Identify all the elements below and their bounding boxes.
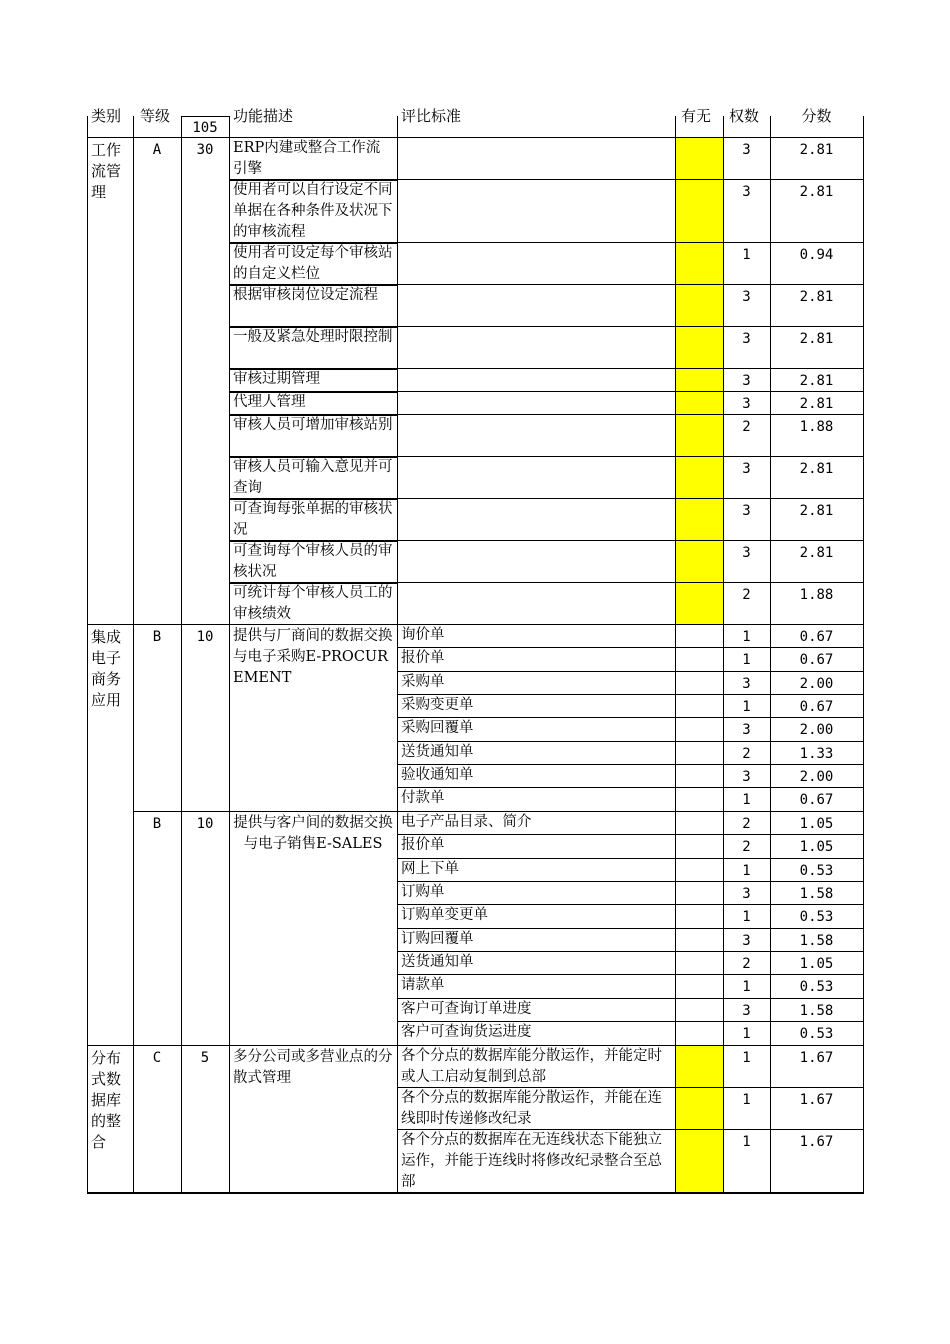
score-value: 2.81 (799, 461, 834, 477)
total-score-box (181, 116, 230, 117)
score-value: 1.88 (799, 419, 834, 435)
weight-value: 1 (742, 1050, 751, 1066)
score-value: 1.58 (799, 1003, 834, 1019)
score-value: 0.67 (799, 699, 834, 715)
score-value: 1.58 (799, 886, 834, 902)
has-column-highlight (676, 1046, 723, 1192)
column-divider (397, 137, 398, 1193)
score-value: 2.00 (799, 769, 834, 785)
header-divider (397, 116, 398, 138)
criteria-text: 订购回覆单 (401, 931, 474, 947)
header-criteria: 评比标准 (401, 107, 462, 125)
weight-value: 1 (742, 1026, 751, 1042)
function-description: 可查询每张单据的审核状况 (233, 501, 393, 538)
weight-value: 1 (742, 863, 751, 879)
weight-value: 1 (742, 699, 751, 715)
weight-value: 3 (742, 676, 751, 692)
weight-value: 3 (742, 545, 751, 561)
weight-value: 1 (742, 909, 751, 925)
score-value: 0.94 (799, 247, 834, 263)
criteria-text: 采购单 (401, 674, 445, 690)
criteria-text: 客户可查询货运进度 (401, 1024, 532, 1040)
header-divider (229, 116, 230, 138)
weight-value: 3 (742, 289, 751, 305)
criteria-text: 采购变更单 (401, 697, 474, 713)
level-value: C (152, 1050, 162, 1066)
header-function: 功能描述 (233, 107, 294, 125)
row-divider (397, 717, 864, 718)
weight-value: 3 (742, 933, 751, 949)
column-divider (229, 137, 230, 1193)
criteria-text: 报价单 (401, 837, 445, 853)
row-divider (397, 671, 864, 672)
row-divider (397, 1087, 864, 1088)
row-divider (397, 764, 864, 765)
score-value: 1.67 (799, 1092, 834, 1108)
section-divider (133, 811, 864, 812)
function-description: 多分公司或多营业点的分散式管理 (233, 1049, 393, 1086)
function-description: 可统计每个审核人员工的审核绩效 (233, 585, 393, 622)
criteria-text: 各个分点的数据库能分散运作，并能在连线即时传递修改纪录 (401, 1090, 662, 1127)
criteria-text: 各个分点的数据库能分散运作，并能定时或人工启动复制到总部 (401, 1048, 662, 1085)
row-divider (229, 243, 398, 244)
column-divider (863, 137, 864, 1193)
criteria-text: 电子产品目录、简介 (401, 814, 532, 830)
row-divider (229, 392, 398, 393)
level-value: B (152, 629, 162, 645)
row-divider (397, 741, 864, 742)
function-description: ERP内建或整合工作流引擎 (233, 140, 381, 177)
row-divider (229, 327, 398, 328)
table-bottom-border (87, 1193, 864, 1194)
weight-value: 2 (742, 839, 751, 855)
weight-value: 3 (742, 1003, 751, 1019)
function-description: 提供与厂商间的数据交换与电子采购E-PROCUREMENT (233, 628, 393, 686)
score-value: 2.81 (799, 184, 834, 200)
score-value: 1.05 (799, 956, 834, 972)
level-value: A (152, 142, 162, 158)
row-divider (397, 998, 864, 999)
row-divider (397, 834, 864, 835)
criteria-text: 采购回覆单 (401, 720, 474, 736)
score-value: 1.58 (799, 933, 834, 949)
function-description: 使用者可设定每个审核站的自定义栏位 (233, 245, 393, 282)
weight-value: 3 (742, 769, 751, 785)
weight-value: 3 (742, 503, 751, 519)
criteria-text: 网上下单 (401, 861, 459, 877)
score-value: 2.81 (799, 289, 834, 305)
function-description: 审核人员可输入意见并可查询 (233, 459, 393, 496)
header-level: 等级 (140, 107, 171, 125)
score-value: 2.00 (799, 722, 834, 738)
score-value: 0.67 (799, 629, 834, 645)
weight-value: 1 (742, 652, 751, 668)
column-divider (770, 137, 771, 1193)
header-divider (133, 116, 134, 138)
level-value: B (152, 816, 162, 832)
points-value: 5 (200, 1050, 210, 1066)
row-divider (397, 881, 864, 882)
category-label: 集成电子商务应用 (91, 628, 122, 709)
has-column-highlight (676, 138, 723, 624)
row-divider (397, 1021, 864, 1022)
score-value: 0.53 (799, 863, 834, 879)
criteria-text: 送货通知单 (401, 954, 474, 970)
total-score-box (181, 116, 182, 138)
weight-value: 3 (742, 461, 751, 477)
weight-value: 1 (742, 792, 751, 808)
function-description: 一般及紧急处理时限控制 (233, 329, 393, 345)
weight-value: 1 (742, 1134, 751, 1150)
score-value: 1.88 (799, 587, 834, 603)
row-divider (229, 369, 398, 370)
row-divider (229, 285, 398, 286)
criteria-text: 订购单 (401, 884, 445, 900)
points-value: 30 (196, 142, 214, 158)
score-value: 0.53 (799, 1026, 834, 1042)
criteria-text: 请款单 (401, 977, 445, 993)
row-divider (397, 858, 864, 859)
criteria-text: 客户可查询订单进度 (401, 1001, 532, 1017)
function-description: 可查询每个审核人员的审核状况 (233, 543, 393, 580)
column-divider (723, 137, 724, 1193)
row-divider (229, 541, 398, 542)
score-value: 2.81 (799, 396, 834, 412)
weight-value: 3 (742, 722, 751, 738)
function-description: 提供与客户间的数据交换与电子销售E-SALES (233, 815, 393, 852)
function-description: 根据审核岗位设定流程 (233, 287, 378, 303)
row-divider (397, 904, 864, 905)
weight-value: 2 (742, 746, 751, 762)
weight-value: 2 (742, 816, 751, 832)
row-divider (229, 457, 398, 458)
column-divider (133, 137, 134, 1193)
score-value: 0.67 (799, 652, 834, 668)
header-divider (675, 116, 676, 138)
row-divider (397, 928, 864, 929)
criteria-text: 送货通知单 (401, 744, 474, 760)
column-divider (181, 137, 182, 1193)
function-description: 审核过期管理 (233, 371, 320, 387)
header-category: 类别 (91, 107, 122, 125)
category-label: 分布式数据库的整合 (91, 1049, 122, 1151)
category-label: 工作流管理 (91, 141, 122, 201)
weight-value: 1 (742, 247, 751, 263)
row-divider (229, 499, 398, 500)
weight-value: 1 (742, 979, 751, 995)
row-divider (397, 787, 864, 788)
column-divider (87, 137, 88, 1193)
row-divider (229, 415, 398, 416)
section-divider (87, 1045, 864, 1046)
weight-value: 3 (742, 886, 751, 902)
score-value: 1.05 (799, 839, 834, 855)
score-value: 0.67 (799, 792, 834, 808)
criteria-text: 付款单 (401, 790, 445, 806)
points-value: 10 (196, 816, 214, 832)
weight-value: 3 (742, 373, 751, 389)
score-value: 2.81 (799, 373, 834, 389)
row-divider (397, 1129, 864, 1130)
row-divider (229, 583, 398, 584)
function-description: 代理人管理 (233, 394, 306, 410)
weight-value: 2 (742, 956, 751, 972)
weight-value: 2 (742, 587, 751, 603)
score-value: 0.53 (799, 979, 834, 995)
criteria-text: 询价单 (401, 627, 445, 643)
score-value: 2.81 (799, 503, 834, 519)
column-divider (675, 137, 676, 1193)
header-score: 分数 (801, 107, 832, 125)
score-value: 1.67 (799, 1134, 834, 1150)
weight-value: 1 (742, 629, 751, 645)
criteria-text: 各个分点的数据库在无连线状态下能独立运作，并能于连线时将修改纪录整合至总部 (401, 1132, 662, 1190)
row-divider (229, 180, 398, 181)
header-total-score: 105 (192, 120, 218, 136)
criteria-text: 报价单 (401, 650, 445, 666)
points-value: 10 (196, 629, 214, 645)
header-weight: 权数 (729, 107, 760, 125)
criteria-text: 验收通知单 (401, 767, 474, 783)
weight-value: 3 (742, 331, 751, 347)
header-divider (770, 116, 771, 138)
weight-value: 3 (742, 184, 751, 200)
row-divider (397, 974, 864, 975)
row-divider (397, 951, 864, 952)
weight-value: 1 (742, 1092, 751, 1108)
score-value: 2.81 (799, 331, 834, 347)
score-value: 2.00 (799, 676, 834, 692)
weight-value: 2 (742, 419, 751, 435)
weight-value: 3 (742, 142, 751, 158)
criteria-text: 订购单变更单 (401, 907, 488, 923)
score-value: 2.81 (799, 142, 834, 158)
header-has: 有无 (681, 107, 712, 125)
section-divider (87, 624, 864, 625)
row-divider (397, 647, 864, 648)
weight-value: 3 (742, 396, 751, 412)
header-divider (723, 116, 724, 138)
table-top-border (87, 137, 864, 138)
score-value: 1.33 (799, 746, 834, 762)
function-description: 使用者可以自行设定不同单据在各种条件及状况下的审核流程 (233, 182, 393, 240)
score-value: 1.67 (799, 1050, 834, 1066)
score-value: 2.81 (799, 545, 834, 561)
score-value: 1.05 (799, 816, 834, 832)
function-description: 审核人员可增加审核站别 (233, 417, 393, 433)
header-divider (863, 116, 864, 138)
score-value: 0.53 (799, 909, 834, 925)
row-divider (397, 694, 864, 695)
header-divider (87, 116, 88, 138)
